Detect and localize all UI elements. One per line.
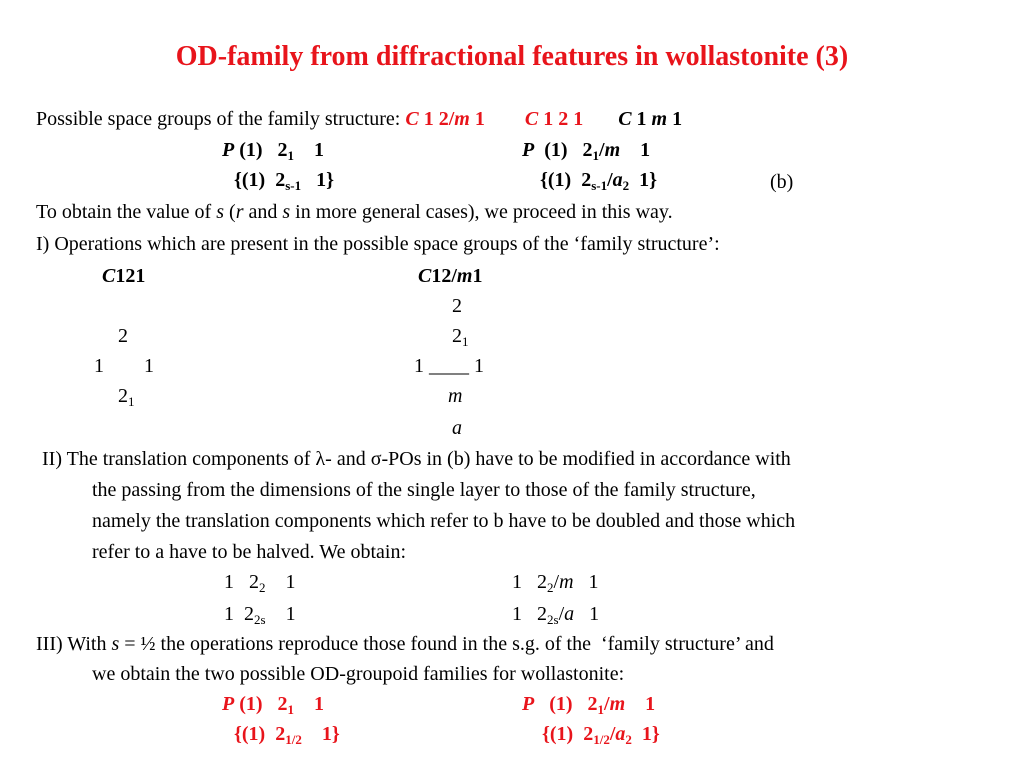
space-group-c121: C 1 2 1 xyxy=(524,108,584,130)
space-group-c1m1: C 1 m 1 xyxy=(618,108,683,130)
modified-right-row2: 1 $2_{2s}/a$ 1 xyxy=(512,603,600,627)
modified-left-row2: 1 $2_{2s}$ 1 xyxy=(224,603,296,627)
diagram-c12m1-title: C12/m1 xyxy=(418,265,483,287)
layer-symbol-left-row1: P (1) $2_1$ 1 xyxy=(222,139,325,163)
intro-text: Possible space groups of the family structure: xyxy=(36,108,401,130)
modified-right-row1: 1 $2_2/m$ 1 xyxy=(512,571,599,595)
text-line-ii-2: the passing from the dimensions of the single layer to those of the family structure, xyxy=(92,479,756,501)
page-title: OD-family from diffractional features in wollastonite (3) xyxy=(175,41,849,72)
final-symbol-right-row2: {(1) $2_{1/2}/a_2$ 1} xyxy=(542,723,660,747)
text-line-ii-4: refer to a have to be halved. We obtain: xyxy=(92,541,407,563)
text-line-obtain: To obtain the value of s (r and s in more general cases), we proceed in this way. xyxy=(36,201,673,223)
layer-symbol-right-row2: {(1) $2_{s-1}/a_2$ 1} xyxy=(540,169,658,193)
diagram-c12m1-bottom-m: m xyxy=(448,385,463,407)
text-line-ii-3: namely the translation components which refer to b have to be doubled and those which xyxy=(92,510,796,532)
diagram-c121-right: 1 xyxy=(144,355,154,377)
text-line-operations: I) Operations which are present in the possible space groups of the ‘family structure’: xyxy=(36,233,720,255)
space-group-c12m1: C 1 2/m 1 xyxy=(405,108,485,130)
intro-line xyxy=(36,107,682,131)
diagram-c121-bottom: $2_1$ xyxy=(118,385,135,409)
diagram-c121-left: 1 xyxy=(94,355,104,377)
text-line-iii-1: III) With s = ½ the operations reproduce those found in the s.g. of the ‘family structure’ and xyxy=(36,633,774,655)
layer-symbol-left-row2: {(1) $2_{s-1}$ 1} xyxy=(234,169,334,193)
modified-left-row1: 1 $2_2$ 1 xyxy=(224,571,296,595)
final-symbol-left-row1: P (1) $2_1$ 1 xyxy=(222,693,325,717)
diagram-c12m1-mid: $2_1$ xyxy=(452,325,469,349)
final-symbol-right-row1: P (1) $2_1/m$ 1 xyxy=(522,693,656,717)
diagram-c12m1-bottom-a: a xyxy=(452,417,462,439)
diagram-c12m1-top: 2 xyxy=(452,295,462,317)
diagram-c121-title: C121 xyxy=(102,265,146,287)
diagram-c121-two: 2 xyxy=(118,325,128,347)
diagram-c12m1-row: 1 ____ 1 xyxy=(414,355,484,377)
final-symbol-left-row2: {(1) $2_{1/2}$ 1} xyxy=(234,723,340,747)
layer-symbol-right-row1: P (1) $2_1/m$ 1 xyxy=(522,139,651,163)
equation-tag-b: (b) xyxy=(770,171,794,193)
text-line-iii-2: we obtain the two possible OD-groupoid families for wollastonite: xyxy=(92,663,625,685)
text-line-ii-1: II) The translation components of λ- and σ-POs in (b) have to be modified in accordance with xyxy=(42,448,791,470)
